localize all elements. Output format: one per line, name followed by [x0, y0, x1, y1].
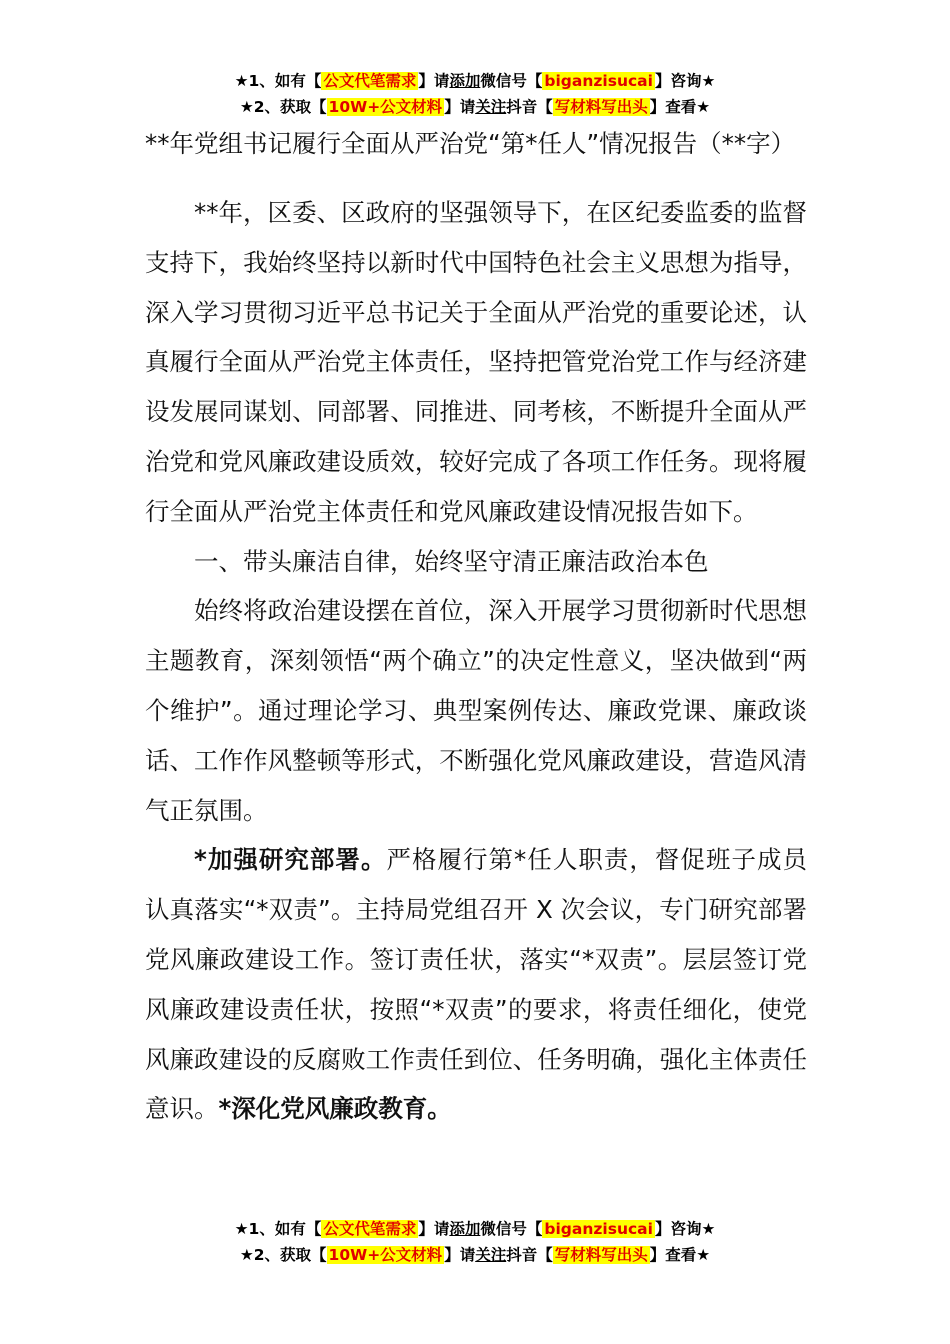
promo-highlight: 10W+公文材料 — [328, 98, 443, 116]
promo-highlight: 公文代笔需求 — [323, 1220, 417, 1238]
responsibility-paragraph — [145, 835, 807, 1134]
promo-underline: 添加 — [449, 72, 481, 90]
intro-paragraph: **年，区委、区政府的坚强领导下，在区纪委监委的监督支持下，我始终坚持以新时代中国特色社会主义思想为指导，深入学习贯彻习近平总书记关于全面从严治党的重要论述，认真履行全面从严治党主体责任，坚持把管党治党工作与经济建设发展同谋划、同部署、同推进、同考核，不断提升全面从严治党和党风廉政建设质效，较好完成了各项工作任务。现将履行全面从严治党主体责任和党风廉政建设情况报告如下。 — [145, 198, 807, 526]
promo-banner-top — [0, 68, 950, 120]
promo-text: 】查看★ — [649, 1246, 711, 1264]
promo-text: 】请 — [418, 1220, 450, 1238]
promo-highlight: biganzisucai — [544, 1220, 653, 1238]
promo-text: 】查看★ — [649, 98, 711, 116]
promo-underline: 添加 — [449, 1220, 481, 1238]
promo-text: 】请 — [418, 72, 450, 90]
promo-line-2 — [0, 1242, 950, 1268]
promo-underline: 关注 — [475, 1246, 507, 1264]
promo-text: 】咨询★ — [654, 72, 716, 90]
document-body — [145, 122, 807, 1134]
promo-text: 】请 — [444, 98, 476, 116]
promo-line-1 — [0, 1216, 950, 1242]
promo-highlight: biganzisucai — [544, 72, 653, 90]
promo-banner-bottom — [0, 1216, 950, 1268]
promo-line-2 — [0, 94, 950, 120]
promo-text: 】请 — [444, 1246, 476, 1264]
document-title: **年党组书记履行全面从严治党“第*任人”情况报告（**字） — [145, 129, 796, 158]
promo-highlight: 公文代笔需求 — [323, 72, 417, 90]
promo-text: ★2、获取【 — [239, 98, 327, 116]
promo-underline: 关注 — [475, 98, 507, 116]
promo-highlight: 10W+公文材料 — [328, 1246, 443, 1264]
section-heading: 一、带头廉洁自律，始终坚守清正廉洁政治本色 — [194, 546, 709, 576]
subheading-bold: *加强研究部署。 — [194, 845, 387, 875]
promo-text: 】咨询★ — [654, 1220, 716, 1238]
section-paragraph: 始终将政治建设摆在首位，深入开展学习贯彻新时代思想主题教育，深刻领悟“两个确立”的决定性意义，坚决做到“两个维护”。通过理论学习、典型案例传达、廉政党课、廉政谈话、工作作风整顿等形式，不断强化党风廉政建设，营造风清气正氛围。 — [145, 596, 807, 825]
subheading-bold: *深化党风廉政教育。 — [218, 1094, 452, 1124]
promo-text: 抖音【 — [506, 1246, 553, 1264]
paragraph-text: 严格履行第*任人职责，督促班子成员认真落实“*双责”。主持局党组召开 X 次会议，专门研究部署党风廉政建设工作。签订责任状，落实“*双责”。层层签订党风廉政建设责任状，按照“*双责”的要求，将责任细化，使党风廉政建设的反腐败工作责任到位、任务明确，强化主体责任意识。 — [145, 845, 808, 1124]
promo-highlight: 写材料写出头 — [554, 98, 648, 116]
promo-text: ★1、如有【 — [234, 72, 322, 90]
promo-text: 微信号【 — [480, 1220, 543, 1238]
promo-text: ★2、获取【 — [239, 1246, 327, 1264]
promo-text: 抖音【 — [506, 98, 553, 116]
promo-text: ★1、如有【 — [234, 1220, 322, 1238]
promo-highlight: 写材料写出头 — [554, 1246, 648, 1264]
promo-line-1 — [0, 68, 950, 94]
promo-text: 微信号【 — [480, 72, 543, 90]
